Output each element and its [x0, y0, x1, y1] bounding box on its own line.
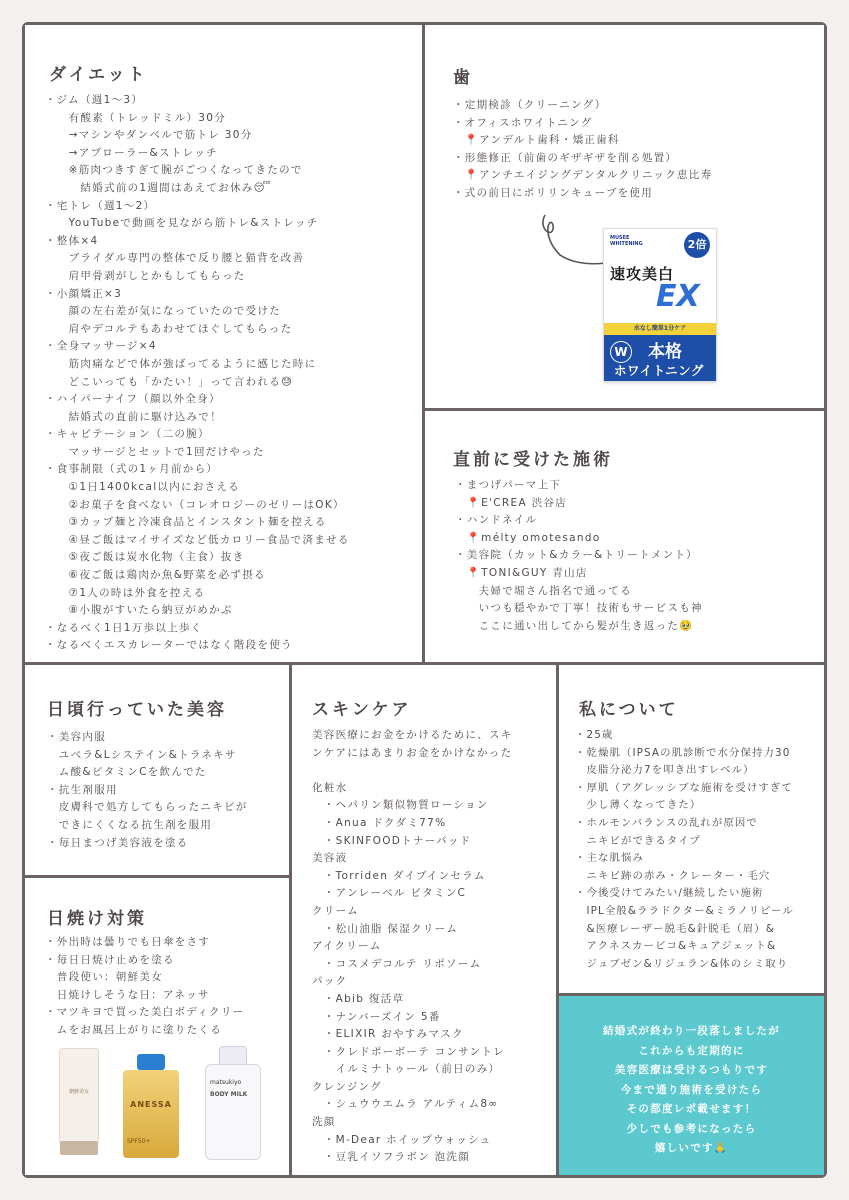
teeth-line: 📍アンデルト歯科・矯正歯科: [453, 134, 620, 147]
diet-line: ・全身マッサージ×4: [45, 340, 157, 353]
skin-line: ・SKINFOODトナーパッド: [312, 834, 472, 847]
before-line: ・美容院（カット&カラー&トリートメント）: [455, 549, 698, 562]
about-line: アクネスカービコ&キュアジェット&: [575, 940, 777, 953]
milk-brand: matsukiyo: [210, 1079, 242, 1086]
product-strip: 水なし簡単1分ケア: [604, 323, 716, 335]
sun-line: 日焼けしそうな日：アネッサ: [45, 988, 210, 1001]
about-line: ・主な肌悩み: [575, 852, 644, 865]
diet-line: 顔の左右差が気になっていたので受けた: [45, 305, 281, 318]
sun-line: ・マツキヨで買った美白ボディクリー: [45, 1006, 245, 1019]
diet-line: ②お菓子を食べない（コレオロジーのゼリーはOK）: [45, 498, 345, 511]
product-ex: EX: [656, 279, 700, 314]
daily-line: ・毎日まつげ美容液を塗る: [47, 836, 189, 849]
product-w-mark: W: [610, 341, 632, 363]
closing-message: [559, 1022, 824, 1159]
diet-line: ※筋肉つきすぎて腕がごつくなってきたので: [45, 164, 303, 177]
about-title: 私について: [579, 700, 679, 720]
diet-line: ・宅トレ（週1〜2）: [45, 199, 156, 212]
daily-list: [47, 729, 248, 852]
diet-line: 肩やデコルテもあわせてほぐしてもらった: [45, 322, 293, 335]
diet-line: 肩甲骨剥がしとかもしてもらった: [45, 269, 246, 282]
about-list: [575, 727, 794, 973]
tube-cap: [60, 1141, 98, 1155]
skin-line: ・ELIXIR おやすみマスク: [312, 1028, 464, 1041]
milk-label: BODY MILK: [210, 1091, 248, 1098]
skin-line: ・Anua ドクダミ77%: [312, 816, 447, 829]
skin-line: 美容液: [312, 852, 348, 865]
about-line: ・ホルモンバランスの乱れが原因で: [575, 816, 758, 829]
diet-list: [45, 92, 350, 655]
sunscreen-tube-image: [59, 1048, 99, 1150]
sun-list: [45, 934, 244, 1040]
skin-line: ・ヘパリン類似物質ローション: [312, 799, 489, 812]
diet-line: ・整体×4: [45, 234, 99, 247]
skin-line: ンケアにはあまりお金をかけなかった: [312, 746, 513, 759]
skin-line: ・Torriden ダイブインセラム: [312, 869, 486, 882]
skin-line: 美容医療にお金をかけるために、スキ: [312, 729, 513, 741]
diet-line: →アブローラー&ストレッチ: [45, 146, 218, 159]
anessa-bottle-image: [123, 1054, 179, 1158]
teeth-line: ・形態修正（前歯のギザギザを削る処置）: [453, 151, 678, 164]
before-line: 📍mélty omotesando: [455, 531, 601, 544]
diet-line: ・ハイパーナイフ（顔以外全身）: [45, 393, 221, 406]
before-list: [455, 477, 703, 635]
diet-line: ・なるべく1日1万歩以上歩く: [45, 621, 203, 634]
diet-line: →マシンやダンベルで筋トレ 30分: [45, 129, 253, 142]
diet-line: マッサージとセットで1回だけやった: [45, 445, 265, 458]
diet-line: ブライダル専門の整体で反り腰と猫背を改善: [45, 252, 305, 265]
closing-line: 嬉しいです🙏: [654, 1142, 729, 1154]
daily-line: ユベラ&Lシステイン&トラネキサ: [47, 748, 237, 761]
skin-line: クリーム: [312, 904, 360, 917]
teeth-title: 歯: [453, 68, 473, 88]
about-line: &医療レーザー脱毛&針脱毛（眉）&: [575, 922, 775, 935]
diet-line: 筋肉痛などで体が強ばってるように感じた時に: [45, 357, 317, 370]
product-line2: ホワイトニング: [614, 363, 704, 378]
sun-panel: [25, 878, 289, 1175]
before-line: いつも穏やかで丁寧！技術もサービスも神: [455, 602, 703, 615]
diet-line: ⑧小腹がすいたら納豆がめかぶ: [45, 604, 233, 617]
skin-line: 化粧水: [312, 781, 348, 794]
skin-line: ・M-Dear ホイップウォッシュ: [312, 1133, 492, 1146]
skin-list: [312, 727, 513, 1167]
about-line: ニキビ跡の赤み・クレーター・毛穴: [575, 869, 771, 882]
diet-line: ③カップ麺と冷凍食品とインスタント麺を控える: [45, 516, 327, 529]
about-line: ・25歳: [575, 729, 614, 741]
closing-line: 少しでも参考になったら: [626, 1122, 757, 1135]
about-line: IPL全般&ララドクター&ミラノリピール: [575, 904, 794, 917]
anessa-body: [123, 1070, 179, 1158]
diet-line: YouTubeで動画を見ながら筋トレ&ストレッチ: [45, 217, 319, 230]
about-line: ・厚肌（アグレッシブな施術を受けすぎて: [575, 781, 793, 794]
diet-line: ・小顔矯正×3: [45, 287, 123, 300]
product-name: 速攻美白: [610, 265, 675, 283]
daily-panel: [25, 665, 289, 875]
diet-line: 結婚式の直前に駆け込みで！: [45, 410, 222, 423]
teeth-panel: [425, 25, 824, 408]
teeth-line: 📍アンチエイジングデンタルクリニック恵比寿: [453, 169, 713, 182]
skin-line: ・アンレーベル ビタミンC: [312, 887, 467, 900]
teeth-list: [453, 97, 712, 203]
daily-line: できにくくなる抗生剤を服用: [47, 818, 213, 831]
before-line: ・まつげパーマ上下: [455, 479, 562, 491]
closing-line: 美容医療は受けるつもりです: [614, 1064, 769, 1076]
before-line: 📍TONI&GUY 青山店: [455, 566, 588, 579]
daily-title: 日頃行っていた美容: [47, 700, 227, 720]
skin-line: ・Abib 復活草: [312, 992, 405, 1005]
diet-line: 有酸素（トレッドミル）30分: [45, 111, 227, 124]
about-line: ジュブゼン&リジュラン&体のシミ取り: [575, 957, 789, 970]
whitening-product-image: [603, 228, 717, 382]
diet-line: ・なるべくエスカレーターではなく階段を使う: [45, 639, 293, 652]
skin-title: スキンケア: [312, 700, 412, 720]
closing-message-panel: [559, 996, 824, 1175]
closing-line: これからも定期的に: [638, 1044, 745, 1057]
skin-panel: [292, 665, 556, 1175]
before-title: 直前に受けた施術: [453, 450, 613, 470]
about-line: ・今後受けてみたい/継続したい施術: [575, 887, 764, 900]
closing-line: 今まで通り施術を受けたら: [620, 1083, 763, 1096]
anessa-brand: ANESSA: [130, 1100, 172, 1109]
diet-line: ⑦1人の時は外食を控える: [45, 586, 206, 599]
about-line: 皮脂分泌力7を叩き出すレベル）: [575, 764, 755, 777]
sunscreen-1-label: 朝鮮美女: [68, 1089, 89, 1095]
skin-line: イルミナトゥール（前日のみ）: [312, 1063, 501, 1076]
body-milk-bottle-image: [205, 1046, 259, 1158]
skin-line: パック: [312, 975, 348, 988]
sun-line: ・毎日日焼け止めを塗る: [45, 953, 175, 966]
product-badge: 2倍: [684, 232, 710, 258]
diet-line: ⑥夜ご飯は鶏肉か魚&野菜を必ず摂る: [45, 569, 266, 582]
skin-line: ・ナンバーズイン 5番: [312, 1010, 441, 1023]
diet-line: どこいっても「かたい！」って言われる😓: [45, 375, 294, 388]
before-panel: [425, 411, 824, 662]
product-line1: 本格: [648, 342, 682, 362]
skin-line: アイクリーム: [312, 940, 382, 953]
anessa-spf: SPF50+: [127, 1138, 151, 1145]
skin-line: ・コスメデコルテ リポソーム: [312, 957, 482, 970]
teeth-line: ・定期検診（クリーニング）: [453, 99, 607, 111]
daily-line: 皮膚科で処方してもらったニキビが: [47, 801, 248, 814]
diet-line: ・キャビテーション（二の腕）: [45, 428, 210, 441]
before-line: ここに通い出してから髪が生き返った🥹: [455, 619, 694, 632]
skin-line: ・豆乳イソフラボン 泡洗顔: [312, 1151, 471, 1164]
skin-line: ・シュウウエムラ アルティム8∞: [312, 1098, 499, 1111]
daily-line: ム酸&ビタミンCを飲んでた: [47, 766, 207, 779]
about-line: ニキビができるタイプ: [575, 834, 701, 847]
skin-line: ・クレドポーボーテ コンサントレ: [312, 1045, 505, 1058]
anessa-cap: [137, 1054, 165, 1070]
skin-line: クレンジング: [312, 1080, 382, 1093]
before-line: ・ハンドネイル: [455, 514, 538, 527]
diet-panel: [25, 25, 422, 662]
sun-line: ムをお風呂上がりに塗りたくる: [45, 1023, 222, 1036]
diet-line: 結婚式前の1週間はあえてお休み😴: [45, 181, 272, 194]
about-panel: [559, 665, 824, 993]
diet-line: ・食事制限（式の1ヶ月前から）: [45, 463, 219, 476]
about-line: 少し薄くなってきた）: [575, 799, 702, 812]
teeth-line: ・式の前日にポリリンキューブを使用: [453, 186, 654, 199]
sun-line: ・外出時は曇りでも日傘をさす: [45, 936, 211, 948]
diet-line: ④昼ご飯はマイサイズなど低カロリー食品で済ませる: [45, 533, 350, 546]
diet-title: ダイエット: [49, 65, 148, 85]
closing-line: 結婚式が終わり一段落しましたが: [603, 1025, 780, 1037]
skin-line: ・松山油脂 保湿クリーム: [312, 922, 459, 935]
diet-line: ①1日1400kcal以内におさえる: [45, 481, 241, 494]
diet-line: ・ジム（週1〜3）: [45, 94, 144, 106]
diet-line: ⑤夜ご飯は炭水化物（主食）抜き: [45, 551, 245, 564]
about-line: ・乾燥肌（IPSAの肌診断で水分保持力30: [575, 746, 791, 759]
product-blue-block: [604, 335, 716, 381]
before-line: 夫婦で堀さん指名で通ってる: [455, 584, 632, 597]
milk-body: [205, 1064, 261, 1160]
closing-line: その都度レポ載せます！: [626, 1103, 757, 1115]
teeth-line: ・オフィスホワイトニング: [453, 116, 593, 129]
product-brand: MUSEE WHITENING: [610, 235, 643, 247]
skin-line: 洗顔: [312, 1116, 336, 1129]
skin-line: [312, 762, 513, 780]
before-line: 📍E'CREA 渋谷店: [455, 496, 567, 509]
sun-line: 普段使い：朝鮮美女: [45, 971, 163, 984]
daily-line: ・抗生剤服用: [47, 783, 118, 796]
daily-line: ・美容内服: [47, 731, 106, 743]
sun-title: 日焼け対策: [47, 909, 147, 929]
